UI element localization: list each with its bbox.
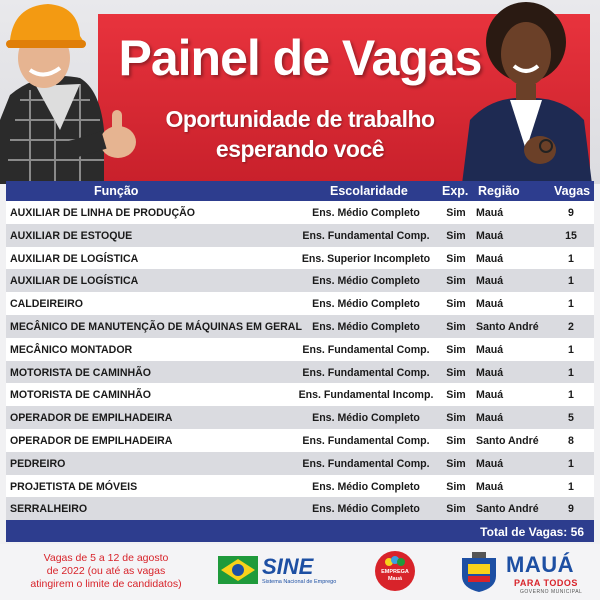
table-row [6, 247, 594, 270]
dates-line-3: atingirem o limite de candidatos) [30, 578, 182, 590]
table-row [6, 315, 594, 338]
cell-funcao: AUXILIAR DE LOGÍSTICA [10, 252, 139, 265]
cell-vagas: 1 [568, 252, 574, 265]
cell-exp: Sim [446, 343, 466, 356]
total-bar [6, 520, 594, 542]
maua-government: GOVERNO MUNICIPAL [520, 589, 583, 595]
cell-vagas: 9 [568, 503, 574, 516]
dates-line-1: Vagas de 5 a 12 de agosto [43, 552, 169, 564]
table-row [6, 452, 594, 475]
cell-funcao: MOTORISTA DE CAMINHÃO [10, 389, 152, 402]
brazil-flag-icon [218, 552, 258, 588]
cell-exp: Sim [446, 298, 466, 311]
table-row [6, 475, 594, 498]
banner-subtitle-line-1: Oportunidade de trabalho [165, 106, 435, 132]
header-funcao: Função [94, 184, 139, 198]
cell-funcao: OPERADOR DE EMPILHADEIRA [10, 412, 173, 425]
table-row [6, 292, 594, 315]
table-row [6, 406, 594, 429]
maua-coat-of-arms-icon [458, 550, 500, 594]
table-row [6, 338, 594, 361]
cell-exp: Sim [446, 320, 466, 333]
cell-vagas: 8 [568, 434, 574, 447]
cell-escolaridade: Ens. Fundamental Comp. [302, 434, 430, 447]
cell-vagas: 2 [568, 320, 574, 333]
emprega-line-1: EMPREGA [381, 569, 409, 575]
cell-escolaridade: Ens. Superior Incompleto [301, 252, 431, 265]
sine-logo [218, 552, 338, 592]
cell-funcao: MOTORISTA DE CAMINHÃO [10, 366, 152, 379]
total-vagas: Total de Vagas: 56 [480, 525, 584, 539]
header-escolaridade: Escolaridade [330, 184, 408, 198]
dates-note [18, 552, 194, 591]
dates-line-2: de 2022 (ou até as vagas [46, 565, 166, 577]
cell-escolaridade: Ens. Médio Completo [312, 275, 420, 288]
cell-regiao: Mauá [476, 457, 504, 470]
cell-regiao: Santo André [476, 503, 539, 516]
cell-escolaridade: Ens. Fundamental Incomp. [298, 389, 434, 402]
cell-exp: Sim [446, 229, 466, 242]
header-vagas: Vagas [554, 184, 591, 198]
cell-exp: Sim [446, 457, 466, 470]
cell-exp: Sim [446, 480, 466, 493]
cell-regiao: Mauá [476, 343, 504, 356]
cell-vagas: 1 [568, 343, 574, 356]
cell-regiao: Mauá [476, 412, 504, 425]
footer [0, 544, 600, 600]
cell-funcao: MECÂNICO DE MANUTENÇÃO DE MÁQUINAS EM GERAL [10, 320, 302, 333]
cell-regiao: Mauá [476, 275, 504, 288]
maua-slogan: PARA TODOS [514, 578, 578, 588]
table-row [6, 224, 594, 247]
cell-escolaridade: Ens. Fundamental Comp. [302, 343, 430, 356]
cell-regiao: Mauá [476, 480, 504, 493]
cell-exp: Sim [446, 252, 466, 265]
cell-funcao: SERRALHEIRO [10, 503, 88, 516]
table-row [6, 497, 594, 520]
cell-escolaridade: Ens. Fundamental Comp. [302, 366, 430, 379]
header-regiao: Região [478, 184, 520, 198]
cell-funcao: AUXILIAR DE ESTOQUE [10, 229, 133, 242]
cell-regiao: Santo André [476, 320, 539, 333]
sine-name: SINE [262, 554, 314, 579]
cell-funcao: MECÂNICO MONTADOR [10, 343, 133, 356]
cell-vagas: 1 [568, 457, 574, 470]
cell-funcao: OPERADOR DE EMPILHADEIRA [10, 434, 173, 447]
cell-exp: Sim [446, 434, 466, 447]
banner-subtitle [100, 104, 500, 164]
cell-escolaridade: Ens. Fundamental Comp. [302, 457, 430, 470]
cell-escolaridade: Ens. Médio Completo [312, 298, 420, 311]
cell-vagas: 1 [568, 275, 574, 288]
cell-exp: Sim [446, 503, 466, 516]
cell-regiao: Mauá [476, 229, 504, 242]
cell-escolaridade: Ens. Médio Completo [312, 320, 420, 333]
cell-escolaridade: Ens. Médio Completo [312, 503, 420, 516]
table-row [6, 383, 594, 406]
cell-vagas: 1 [568, 480, 574, 493]
cell-exp: Sim [446, 366, 466, 379]
cell-vagas: 1 [568, 298, 574, 311]
cell-exp: Sim [446, 389, 466, 402]
cell-regiao: Mauá [476, 252, 504, 265]
cell-exp: Sim [446, 412, 466, 425]
cell-funcao: PROJETISTA DE MÓVEIS [10, 480, 138, 493]
cell-funcao: CALDEIREIRO [10, 298, 83, 311]
cell-vagas: 1 [568, 366, 574, 379]
cell-regiao: Santo André [476, 434, 539, 447]
cell-exp: Sim [446, 275, 466, 288]
cell-regiao: Mauá [476, 298, 504, 311]
table-row [6, 269, 594, 292]
cell-escolaridade: Ens. Médio Completo [312, 207, 420, 219]
emprega-maua-text [374, 569, 416, 583]
maua-prefeitura-logo [458, 550, 594, 596]
cell-vagas: 15 [565, 229, 577, 242]
cell-escolaridade: Ens. Médio Completo [312, 412, 420, 425]
table-header [6, 181, 594, 201]
cell-escolaridade: Ens. Fundamental Comp. [302, 229, 430, 242]
table-row [6, 201, 594, 224]
cell-exp: Sim [446, 207, 466, 219]
cell-vagas: 5 [568, 412, 574, 425]
cell-escolaridade: Ens. Médio Completo [312, 480, 420, 493]
cell-funcao: AUXILIAR DE LINHA DE PRODUÇÃO [10, 207, 196, 219]
table-row [6, 429, 594, 452]
cell-regiao: Mauá [476, 207, 504, 219]
jobs-table-body [6, 201, 594, 520]
banner-subtitle-line-2: esperando você [215, 136, 385, 162]
hero-banner [0, 0, 600, 184]
maua-name: MAUÁ [506, 552, 574, 577]
header-exp: Exp. [442, 184, 469, 198]
banner-title: Painel de Vagas [118, 30, 482, 86]
table-row [6, 361, 594, 384]
emprega-line-2: Mauá [387, 576, 403, 582]
cell-regiao: Mauá [476, 389, 504, 402]
sine-subtitle: Sistema Nacional de Emprego [262, 579, 337, 585]
cell-vagas: 1 [568, 389, 574, 402]
cell-vagas: 9 [568, 207, 574, 219]
cell-funcao: AUXILIAR DE LOGÍSTICA [10, 275, 139, 288]
cell-funcao: PEDREIRO [10, 457, 66, 470]
cell-regiao: Mauá [476, 366, 504, 379]
